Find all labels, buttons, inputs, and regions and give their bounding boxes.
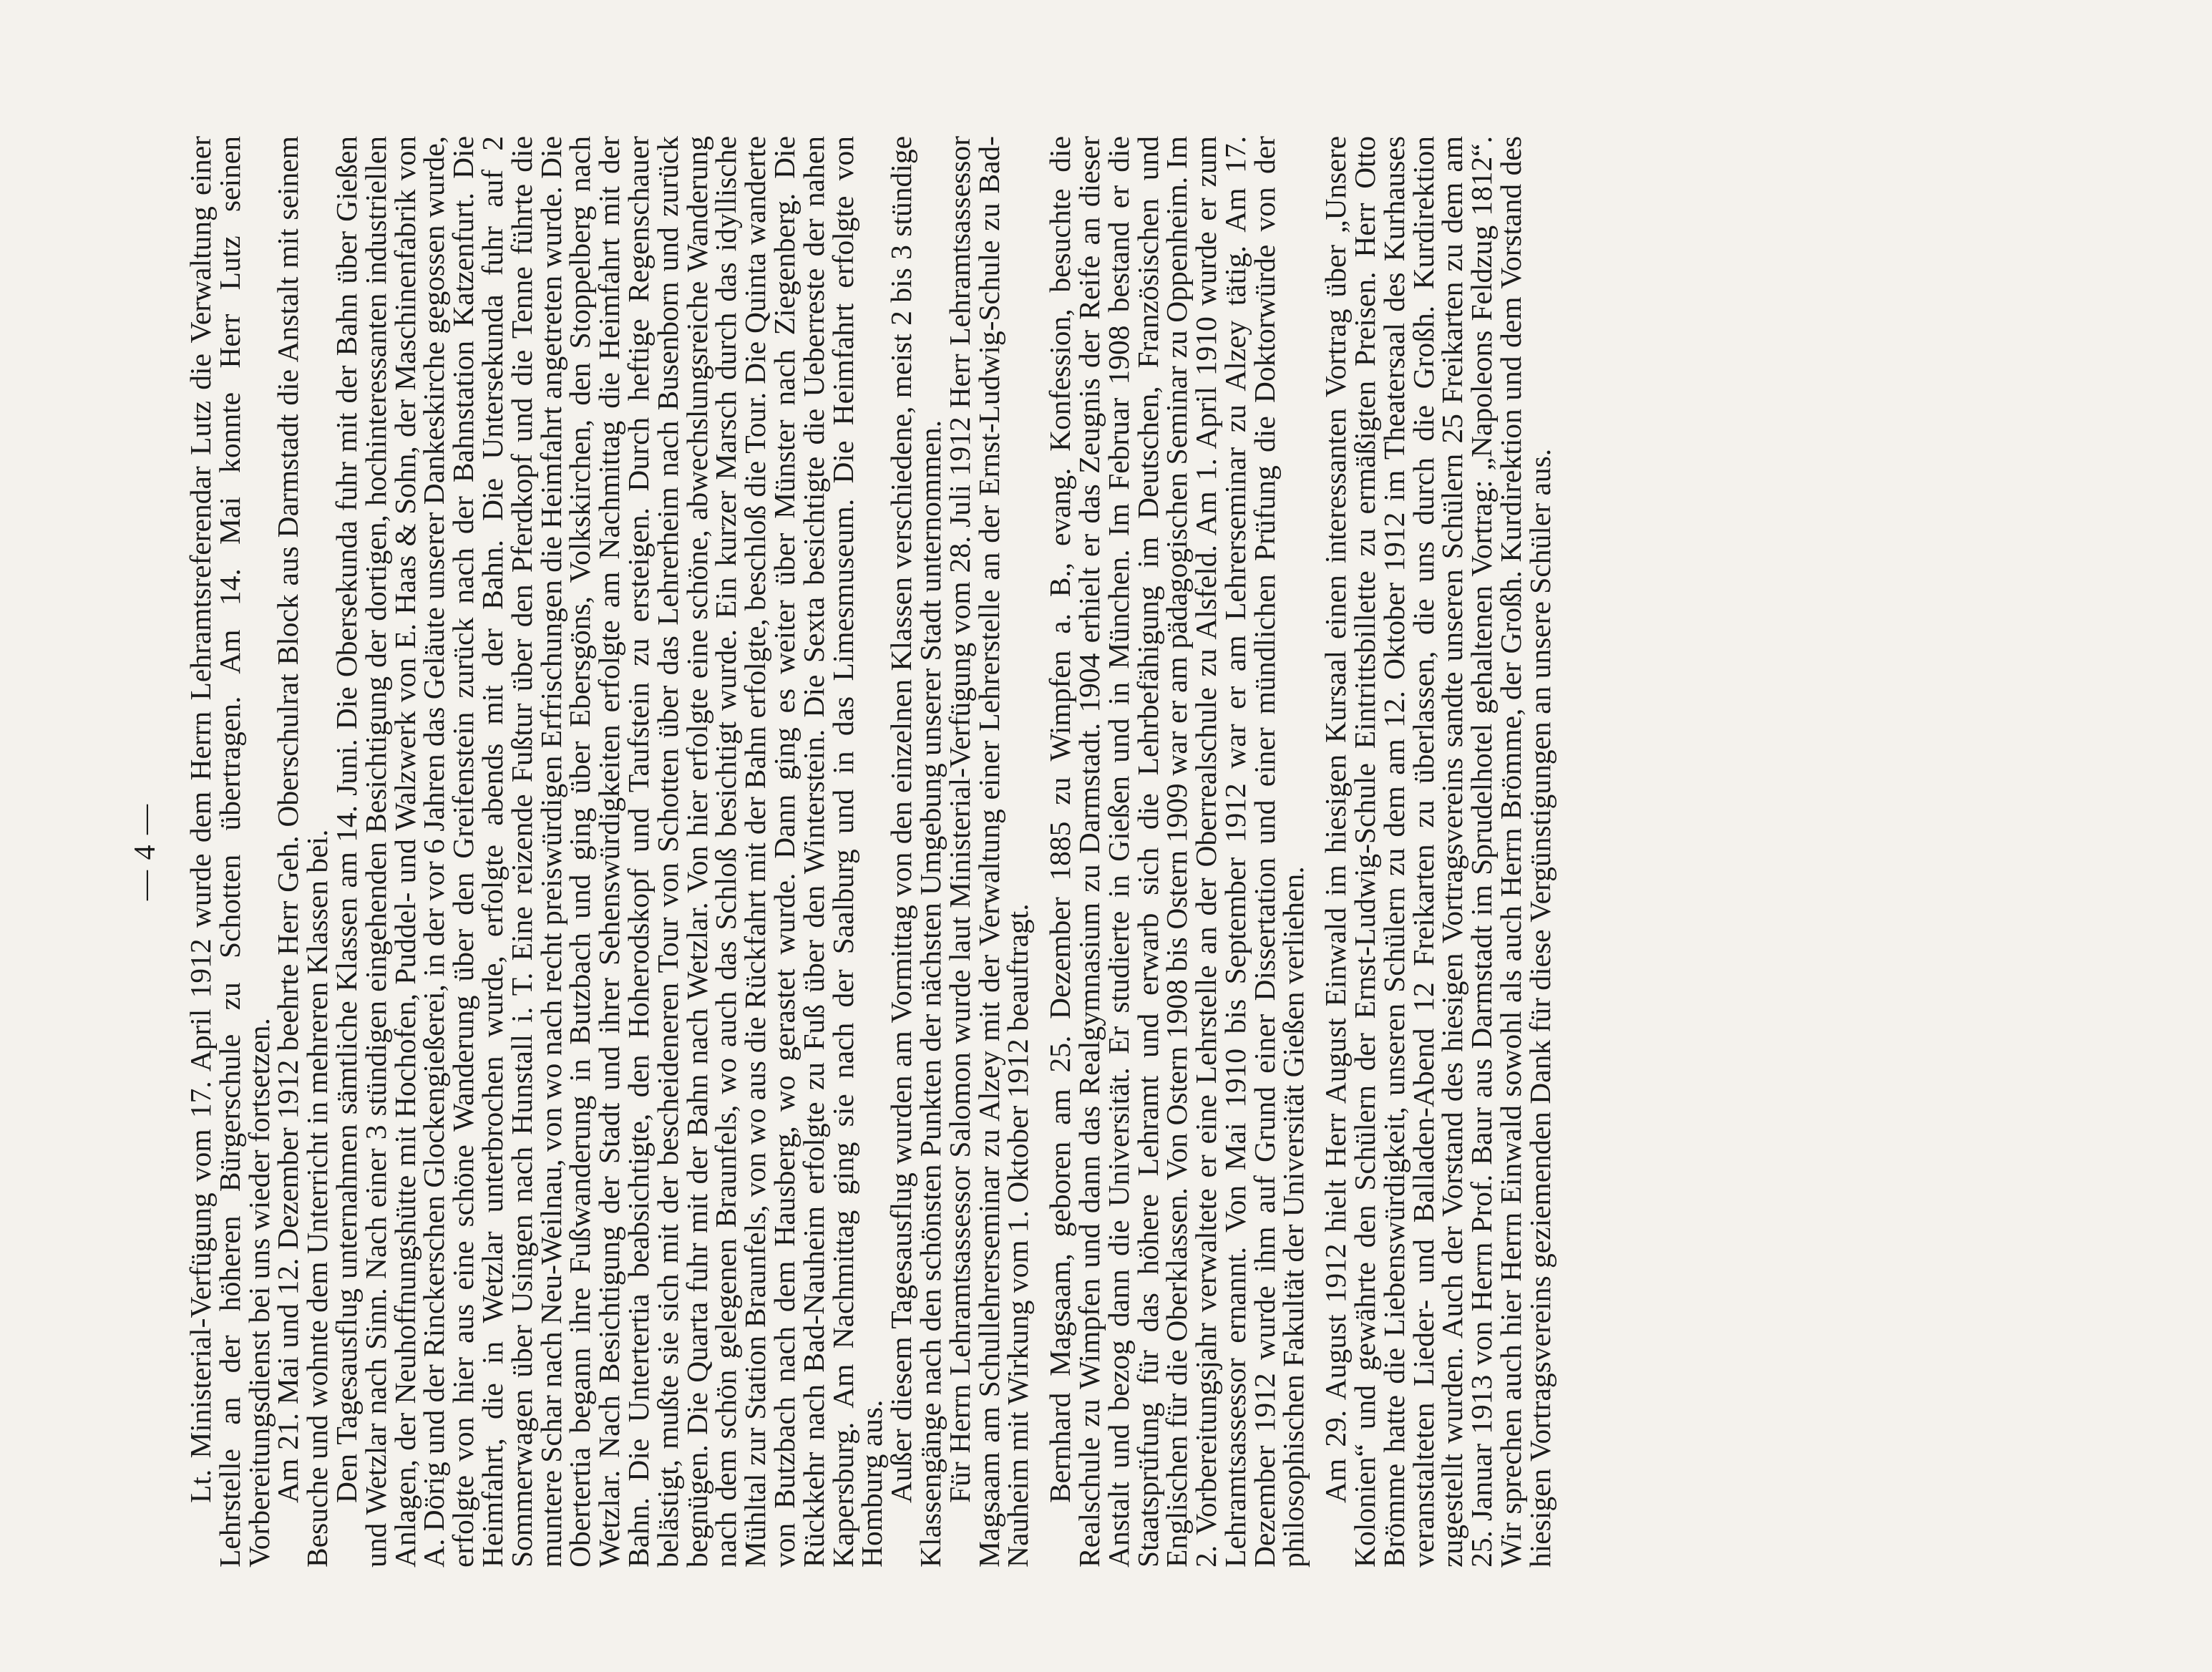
rotated-text-block	[129, 136, 2147, 1568]
paragraph-magsaam-assignment: Für Herrn Lehramtsassessor Salomon wurde laut Ministerial-Verfügung vom 28. Juli 1912 Herr Lehramtsassessor Magsaam am Schullehrerseminar zu Alzey mit der Verwaltung einer Lehrerstelle an der Ernst-Ludwig-Schule zu Bad-Nauheim mit Wirkung vom 1. Oktober 1912 beauftragt.	[942, 136, 1035, 1568]
paragraph-lectures-thanks: Am 29. August 1912 hielt Herr August Einwald im hiesigen Kursaal einen interessanten Vortrag über „Unsere Kolonien“ und gewährte den Schülern der Ernst-Ludwig-Schule Eintrittsbillette zu ermäßigten Preisen. Herr Otto Brömme hatte die Liebenswürdigkeit, unseren Schülern zu dem am 12. Oktober 1912 im Theatersaal des Kurhauses veranstalteten Lieder- und Balladen-Abend 12 Freikarten zu überlassen, die uns durch die Großh. Kurdirektion zugestellt wurden. Auch der Vorstand des hiesigen Vortragsvereins sandte unseren Schülern 25 Freikarten zu dem am 25. Januar 1913 von Herrn Prof. Baur aus Darmstadt im Sprudelhotel gehaltenen Vortrag: „Napoleons Feldzug 1812“. Wir sprechen auch hier Herrn Einwald sowohl als auch Herrn Brömme, der Großh. Kurdirektion und dem Vorstand des hiesigen Vortragsvereins geziemenden Dank für diese Vergünstigungen an unsere Schüler aus.	[1319, 136, 1556, 1568]
paragraph-magsaam-biography: Bernhard Magsaam, geboren am 25. Dezember 1885 zu Wimpfen a. B., evang. Konfession, besuchte die Realschule zu Wimpfen und dann das Realgymnasium zu Darmstadt. 1904 erhielt er das Zeugnis der Reife an dieser Anstalt und bezog dann die Universität. Er studierte in Gießen und in München. Im Februar 1908 bestand er die Staatsprüfung für das höhere Lehramt und erwarb sich die Lehrbefähigung im Deutschen, Französischen und Englischen für die Oberklassen. Von Ostern 1908 bis Ostern 1909 war er am pädagogischen Seminar zu Oppenheim. Im 2. Vorbereitungsjahr verwaltete er eine Lehrstelle an der Oberrealschule zu Alsfeld. Am 1. April 1910 wurde er zum Lehramtsassessor ernannt. Von Mai 1910 bis September 1912 war er am Lehrerseminar zu Alzey tätig. Am 17. Dezember 1912 wurde ihm auf Grund einer Dissertation und einer mündlichen Prüfung die Doktorwürde von der philosophischen Fakultät der Universität Gießen verliehen.	[1043, 136, 1310, 1568]
page-number: — 4 —	[129, 803, 162, 900]
paragraph-class-walks: Außer diesem Tagesausflug wurden am Vormittag von den einzelnen Klassen verschiedene, meist 2 bis 3 stündige Klassengänge nach den schönsten Punkten der nächsten Umgebung unserer Stadt unternommen.	[885, 136, 947, 1568]
paragraph-block-visit: Am 21. Mai und 12. Dezember 1912 beehrte Herr Geh. Oberschulrat Block aus Darmstadt die Anstalt mit seinem Besuche und wohnte dem Unterricht in mehreren Klassen bei.	[271, 136, 334, 1568]
paragraph-day-excursion: Den Tagesausflug unternahmen sämtliche Klassen am 14. Juni. Die Obersekunda fuhr mit der Bahn über Gießen und Wetzlar nach Sinn. Nach einer 3 stündigen eingehenden Besichtigung der dortigen, hochinteressanten industriellen Anlagen, der Neuhoffnungshütte mit Hochofen, Puddel- und Walzwerk von E. Haas & Sohn, der Maschinenfabrik von A. Dörig und der Rinckerschen Glockengießerei, in der vor 6 Jahren das Geläute unserer Dankeskirche gegossen wurde, erfolgte von hier aus eine schöne Wanderung über den Greifenstein zurück nach der Bahnstation Katzenfurt. Die Heimfahrt, die in Wetzlar unterbrochen wurde, erfolgte abends mit der Bahn. Die Untersekunda fuhr auf 2 Sommerwagen über Usingen nach Hunstall i. T. Eine reizende Fußtur über den Pferdkopf und die Tenne führte die muntere Schar nach Neu-Weilnau, von wo nach recht preiswürdigen Erfrischungen die Heimfahrt angetreten wurde. Die Obertertia begann ihre Fußwanderung in Butzbach und ging über Ebersgöns, Volkskirchen, den Stoppelberg nach Wetzlar. Nach Besichtigung der Stadt und ihrer Sehenswürdigkeiten erfolgte am Nachmittag die Heimfahrt mit der Bahn. Die Untertertia beabsichtigte, den Hoherodskopf und Taufstein zu ersteigen. Durch heftige Regenschauer belästigt, mußte sie sich mit der bescheideneren Tour von Schotten über das Lehrerheim nach Busenborn und zurück begnügen. Die Quarta fuhr mit der Bahn nach Wetzlar. Von hier erfolgte eine schöne, abwechslungsreiche Wanderung nach dem schön gelegenen Braunfels, wo auch das Schloß besichtigt wurde. Ein kurzer Marsch durch das idyllische Mühltal zur Station Braunfels, von wo aus die Rückfahrt mit der Bahn erfolgte, beschloß die Tour. Die Quinta wanderte von Butzbach nach dem Hausberg, wo gerastet wurde. Dann ging es weiter über Münster nach Ziegenberg. Die Rückkehr nach Bad-Nauheim erfolgte zu Fuß über den Winterstein. Die Sexta besichtigte die Ueberreste der nahen Kapersburg. Am Nachmittag ging sie nach der Saalburg und in das Limesmuseum. Die Heimfahrt erfolgte von Homburg aus.	[329, 136, 889, 1568]
paragraph-lutz-appointment: Lt. Ministerial-Verfügung vom 17. April 1912 wurde dem Herrn Lehramtsreferendar Lutz die Verwaltung einer Lehrstelle an der höheren Bürgerschule zu Schotten übertragen. Am 14. Mai konnte Herr Lutz seinen Vorbereitungsdienst bei uns wieder fortsetzen.	[184, 136, 276, 1568]
